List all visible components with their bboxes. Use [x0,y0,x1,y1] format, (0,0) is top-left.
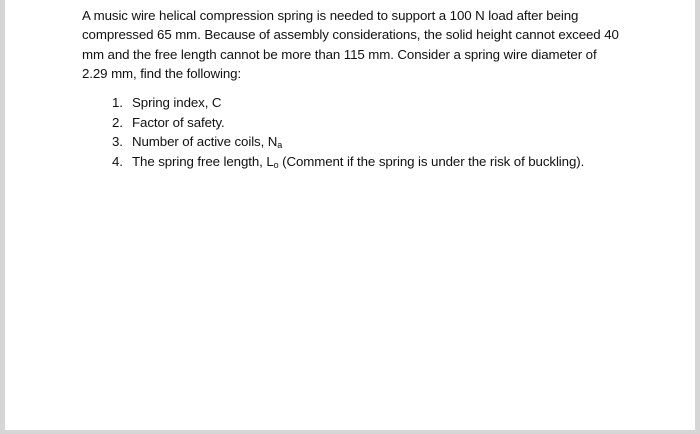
bottom-frame-edge [0,430,700,434]
question-number: 3. [112,134,123,150]
question-text-continued: (Comment if the spring is under the risk of buckling). [278,153,585,169]
question-item-1 [82,93,620,113]
question-text: Spring index, C [132,95,222,111]
question-number: 4. [112,153,123,169]
document-page [82,6,620,172]
question-item-4 [82,152,620,172]
subscript-o: o [273,159,279,170]
question-text: Number of active coils, N [132,134,278,150]
question-item-3 [82,132,620,152]
question-text: Factor of safety. [132,114,225,130]
question-item-2 [82,113,620,133]
problem-statement: A music wire helical compression spring is needed to support a 100 N load after being compressed 65 mm. Because of assembly considerations, the solid height cannot exceed 40 mm and the free length cannot be more than 115 mm. Consider a spring wire diameter of 2.29 mm, find the following: [82,8,619,81]
question-number: 2. [112,114,123,130]
question-list [82,93,620,171]
question-number: 1. [112,95,123,111]
subscript-a: a [277,140,283,151]
right-frame-edge [695,0,700,434]
left-frame-edge [0,0,5,434]
question-text: The spring free length, L [132,153,274,169]
